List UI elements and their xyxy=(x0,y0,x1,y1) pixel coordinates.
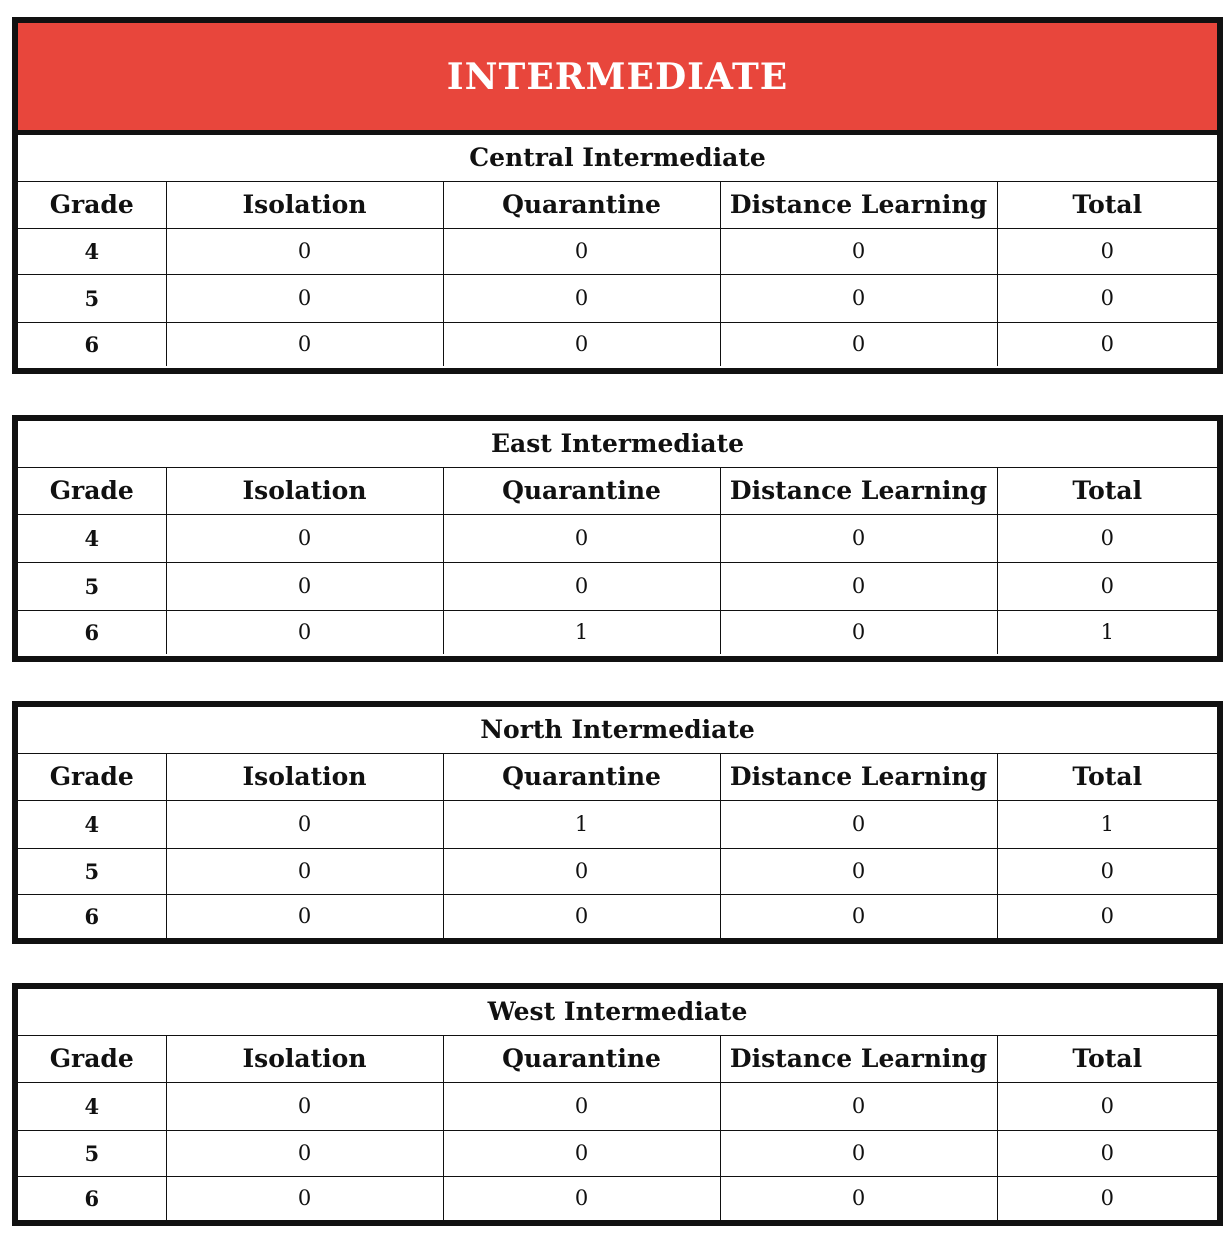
grade-cell: 4 xyxy=(18,228,166,274)
total-cell: 0 xyxy=(997,1082,1217,1130)
column-header-total: Total xyxy=(997,181,1217,228)
total-cell: 0 xyxy=(997,848,1217,894)
column-header-distance-learning: Distance Learning xyxy=(720,753,997,800)
grade-cell: 6 xyxy=(18,322,166,366)
column-header-grade: Grade xyxy=(18,1035,166,1082)
school-title: East Intermediate xyxy=(18,421,1217,467)
distance-learning-cell: 0 xyxy=(720,1130,997,1176)
school-title: North Intermediate xyxy=(18,707,1217,753)
grade-cell: 6 xyxy=(18,610,166,654)
table-row xyxy=(18,322,1217,366)
grade-cell: 5 xyxy=(18,274,166,322)
table-row xyxy=(18,274,1217,322)
table-row xyxy=(18,610,1217,654)
grade-cell: 5 xyxy=(18,1130,166,1176)
table-row xyxy=(18,562,1217,610)
quarantine-cell: 0 xyxy=(443,322,720,366)
column-header-quarantine: Quarantine xyxy=(443,1035,720,1082)
distance-learning-cell: 0 xyxy=(720,800,997,848)
table-row xyxy=(18,800,1217,848)
distance-learning-cell: 0 xyxy=(720,1082,997,1130)
column-header-distance-learning: Distance Learning xyxy=(720,1035,997,1082)
column-header-total: Total xyxy=(997,467,1217,514)
isolation-cell: 0 xyxy=(166,1176,443,1220)
table-row xyxy=(18,514,1217,562)
distance-learning-cell: 0 xyxy=(720,228,997,274)
central-intermediate-table xyxy=(18,135,1217,366)
isolation-cell: 0 xyxy=(166,1082,443,1130)
table-row xyxy=(18,1082,1217,1130)
quarantine-cell: 0 xyxy=(443,562,720,610)
grade-cell: 6 xyxy=(18,894,166,938)
total-cell: 0 xyxy=(997,322,1217,366)
total-cell: 0 xyxy=(997,894,1217,938)
isolation-cell: 0 xyxy=(166,610,443,654)
column-header-distance-learning: Distance Learning xyxy=(720,467,997,514)
grade-cell: 4 xyxy=(18,514,166,562)
column-header-total: Total xyxy=(997,753,1217,800)
school-title: West Intermediate xyxy=(18,989,1217,1035)
total-cell: 1 xyxy=(997,610,1217,654)
east-intermediate-section xyxy=(12,415,1223,662)
distance-learning-cell: 0 xyxy=(720,274,997,322)
north-intermediate-section xyxy=(12,701,1223,944)
quarantine-cell: 1 xyxy=(443,610,720,654)
quarantine-cell: 0 xyxy=(443,514,720,562)
quarantine-cell: 0 xyxy=(443,848,720,894)
north-intermediate-table xyxy=(18,707,1217,938)
isolation-cell: 0 xyxy=(166,514,443,562)
school-title: Central Intermediate xyxy=(18,135,1217,181)
column-header-isolation: Isolation xyxy=(166,467,443,514)
central-intermediate-section xyxy=(12,17,1223,374)
column-header-isolation: Isolation xyxy=(166,753,443,800)
column-header-distance-learning: Distance Learning xyxy=(720,181,997,228)
total-cell: 0 xyxy=(997,228,1217,274)
isolation-cell: 0 xyxy=(166,274,443,322)
quarantine-cell: 1 xyxy=(443,800,720,848)
column-header-quarantine: Quarantine xyxy=(443,467,720,514)
column-header-quarantine: Quarantine xyxy=(443,753,720,800)
isolation-cell: 0 xyxy=(166,562,443,610)
column-header-isolation: Isolation xyxy=(166,1035,443,1082)
distance-learning-cell: 0 xyxy=(720,562,997,610)
total-cell: 0 xyxy=(997,274,1217,322)
isolation-cell: 0 xyxy=(166,1130,443,1176)
column-header-quarantine: Quarantine xyxy=(443,181,720,228)
column-header-grade: Grade xyxy=(18,181,166,228)
total-cell: 0 xyxy=(997,562,1217,610)
west-intermediate-table xyxy=(18,989,1217,1220)
total-cell: 0 xyxy=(997,1176,1217,1220)
west-intermediate-section xyxy=(12,983,1223,1226)
grade-cell: 4 xyxy=(18,1082,166,1130)
total-cell: 1 xyxy=(997,800,1217,848)
isolation-cell: 0 xyxy=(166,228,443,274)
column-header-isolation: Isolation xyxy=(166,181,443,228)
distance-learning-cell: 0 xyxy=(720,514,997,562)
isolation-cell: 0 xyxy=(166,800,443,848)
total-cell: 0 xyxy=(997,1130,1217,1176)
quarantine-cell: 0 xyxy=(443,228,720,274)
distance-learning-cell: 0 xyxy=(720,610,997,654)
distance-learning-cell: 0 xyxy=(720,322,997,366)
grade-cell: 4 xyxy=(18,800,166,848)
table-row xyxy=(18,1130,1217,1176)
east-intermediate-table xyxy=(18,421,1217,654)
distance-learning-cell: 0 xyxy=(720,1176,997,1220)
grade-cell: 5 xyxy=(18,848,166,894)
isolation-cell: 0 xyxy=(166,322,443,366)
distance-learning-cell: 0 xyxy=(720,894,997,938)
table-row xyxy=(18,894,1217,938)
quarantine-cell: 0 xyxy=(443,1130,720,1176)
table-row xyxy=(18,848,1217,894)
quarantine-cell: 0 xyxy=(443,1176,720,1220)
table-row xyxy=(18,228,1217,274)
quarantine-cell: 0 xyxy=(443,274,720,322)
isolation-cell: 0 xyxy=(166,848,443,894)
distance-learning-cell: 0 xyxy=(720,848,997,894)
column-header-grade: Grade xyxy=(18,753,166,800)
quarantine-cell: 0 xyxy=(443,1082,720,1130)
quarantine-cell: 0 xyxy=(443,894,720,938)
grade-cell: 5 xyxy=(18,562,166,610)
table-row xyxy=(18,1176,1217,1220)
intermediate-banner: INTERMEDIATE xyxy=(18,23,1217,135)
column-header-grade: Grade xyxy=(18,467,166,514)
isolation-cell: 0 xyxy=(166,894,443,938)
column-header-total: Total xyxy=(997,1035,1217,1082)
grade-cell: 6 xyxy=(18,1176,166,1220)
total-cell: 0 xyxy=(997,514,1217,562)
